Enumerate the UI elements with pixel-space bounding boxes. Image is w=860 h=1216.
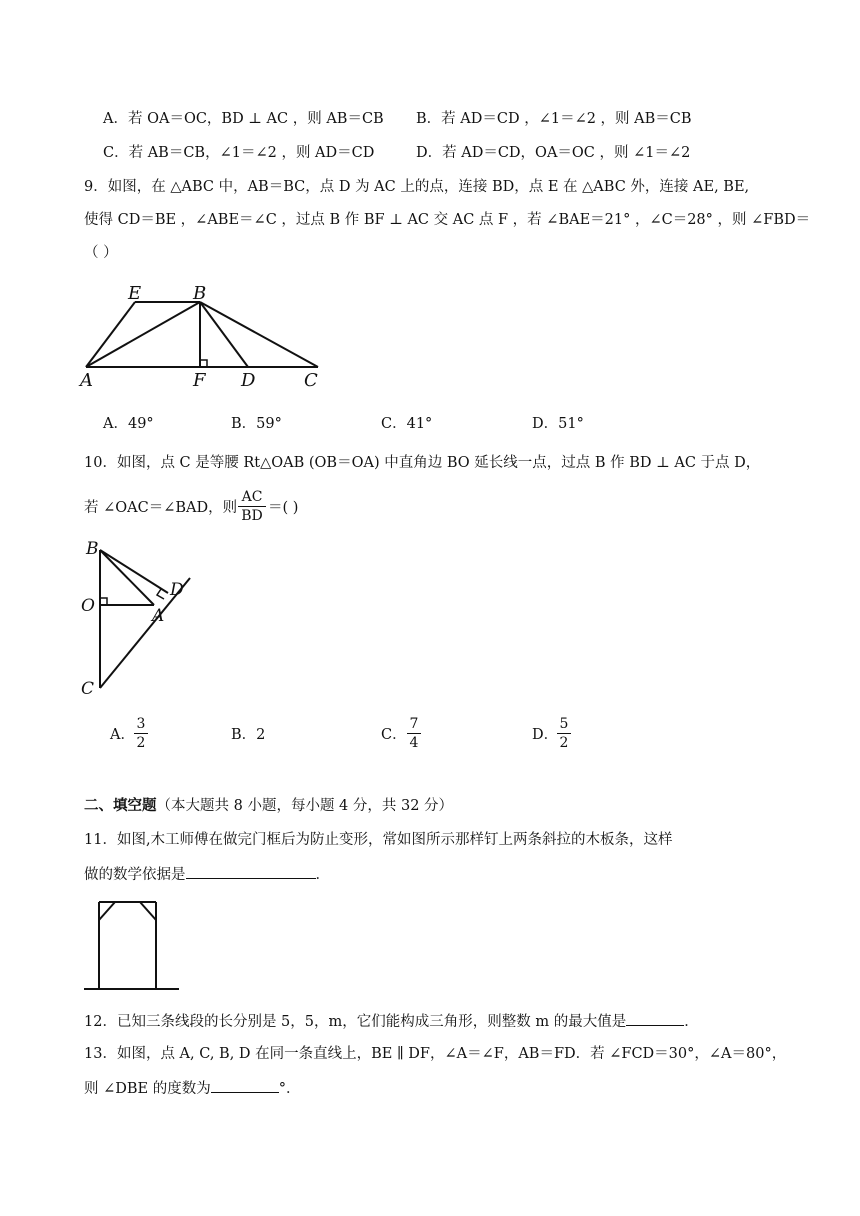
q10-option-a-denominator: 2 xyxy=(136,735,146,751)
q10-fraction xyxy=(238,489,266,524)
q10-figure xyxy=(78,538,198,698)
q10-option-d-denominator: 2 xyxy=(559,735,569,751)
q10-fraction-bar xyxy=(238,506,266,507)
q11-line-2-prefix: 做的数学依据是 xyxy=(84,867,186,883)
q12-suffix: ． xyxy=(684,1014,699,1030)
q13-line-2-suffix: °． xyxy=(278,1081,301,1097)
q9-option-d: D．51° xyxy=(532,416,584,432)
q8-option-c: C．若 AB＝CB，∠1＝∠2 ，则 AD＝CD xyxy=(103,145,375,161)
section-2-note: （本大题共 8 小题，每小题 4 分，共 32 分） xyxy=(156,798,454,814)
q10-label-d: D xyxy=(170,580,184,600)
q13-answer-blank[interactable] xyxy=(211,1076,279,1093)
q13-line-1: 13．如图，点 A, C, B, D 在同一条直线上，BE ∥ DF，∠A＝∠F，AB＝FD．若 ∠FCD＝30°，∠A＝80°， xyxy=(84,1046,787,1062)
q10-option-c-letter: C． xyxy=(381,727,407,743)
q10-fraction-numerator: AC xyxy=(241,489,263,505)
q9-segment-bd xyxy=(200,302,248,367)
q12-text: 12．已知三条线段的长分别是 5，5，m，它们能构成三角形，则整数 m 的最大值是 xyxy=(84,1014,627,1030)
q10-option-c-denominator: 4 xyxy=(409,735,419,751)
section-2-heading xyxy=(84,795,453,817)
q9-right-angle-mark xyxy=(200,360,207,367)
q10-option-a-numerator: 3 xyxy=(136,716,146,732)
q10-option-c-fraction-bar xyxy=(407,733,421,734)
q13-line-2-prefix: 则 ∠DBE 的度数为 xyxy=(84,1081,211,1097)
q10-option-b: B．2 xyxy=(231,727,266,743)
q11-door-frame-figure xyxy=(84,898,184,994)
q11-line-2-suffix: ． xyxy=(315,867,330,883)
q9-option-b: B．59° xyxy=(231,416,282,432)
q10-fraction-denominator: BD xyxy=(241,508,263,524)
q10-option-a-fraction xyxy=(134,716,148,751)
q10-label-b: B xyxy=(86,539,99,559)
q10-option-d-fraction xyxy=(557,716,571,751)
q11-line-2 xyxy=(84,862,330,886)
q10-label-a: A xyxy=(152,606,165,626)
q9-option-c: C．41° xyxy=(381,416,433,432)
q10-segment-ba xyxy=(100,550,154,605)
q10-option-c-numerator: 7 xyxy=(409,716,419,732)
q13-line-2 xyxy=(84,1076,300,1100)
q8-option-a: A．若 OA＝OC，BD ⊥ AC ，则 AB＝CB xyxy=(103,111,384,127)
q11-brace-right xyxy=(140,902,156,920)
q10-option-a-fraction-bar xyxy=(134,733,148,734)
q10-option-c-fraction xyxy=(407,716,421,751)
q10-line-2-prefix: 若 ∠OAC＝∠BAD，则 xyxy=(84,500,238,516)
q10-right-angle-mark-o xyxy=(100,598,107,605)
q9-label-f: F xyxy=(193,370,206,390)
q10-label-o: O xyxy=(81,596,95,616)
q9-segment-bc xyxy=(200,302,318,367)
q11-line-1: 11．如图,木工师傅在做完门框后为防止变形，常如图所示那样钉上两条斜拉的木板条，这样 xyxy=(84,832,673,848)
q11-brace-left xyxy=(99,902,115,920)
q8-option-d: D．若 AD＝CD，OA＝OC ，则 ∠1＝∠2 xyxy=(416,145,691,161)
q9-line-2: 使得 CD＝BE ，∠ABE＝∠C ，过点 B 作 BF ⊥ AC 交 AC 点 F ，若 ∠BAE＝21° ，∠C＝28° ，则 ∠FBD＝ xyxy=(84,212,811,228)
q9-label-d: D xyxy=(241,370,256,390)
q12-answer-blank[interactable] xyxy=(626,1009,684,1026)
section-2-title: 二、填空题 xyxy=(84,797,157,814)
q12-line xyxy=(84,1009,699,1033)
q10-option-a-letter: A． xyxy=(110,727,135,743)
q9-label-b: B xyxy=(193,283,207,304)
q10-segment-bd xyxy=(100,550,168,593)
q11-answer-blank[interactable] xyxy=(186,862,316,879)
q10-line-2-suffix: ＝( ) xyxy=(268,500,299,516)
q9-label-c: C xyxy=(304,370,318,390)
q9-segment-ab xyxy=(86,302,200,367)
q9-line-1: 9．如图，在 △ABC 中，AB＝BC，点 D 为 AC 上的点，连接 BD，点 E 在 △ABC 外，连接 AE, BE, xyxy=(84,179,750,195)
q8-option-b: B．若 AD＝CD ，∠1＝∠2 ，则 AB＝CB xyxy=(416,111,692,127)
q9-label-a: A xyxy=(80,370,93,390)
q9-segment-ae xyxy=(86,302,135,367)
q9-option-a: A．49° xyxy=(103,416,154,432)
q10-line-1: 10．如图，点 C 是等腰 Rt△OAB (OB＝OA) 中直角边 BO 延长线一点，过点 B 作 BD ⊥ AC 于点 D， xyxy=(84,455,761,471)
q10-option-d-numerator: 5 xyxy=(559,716,569,732)
q9-figure xyxy=(78,280,328,390)
q10-label-c: C xyxy=(81,679,95,698)
q10-option-d-fraction-bar xyxy=(557,733,571,734)
q10-option-d-letter: D． xyxy=(532,727,559,743)
q9-line-3: （ ） xyxy=(84,245,118,261)
q9-label-e: E xyxy=(128,283,142,304)
